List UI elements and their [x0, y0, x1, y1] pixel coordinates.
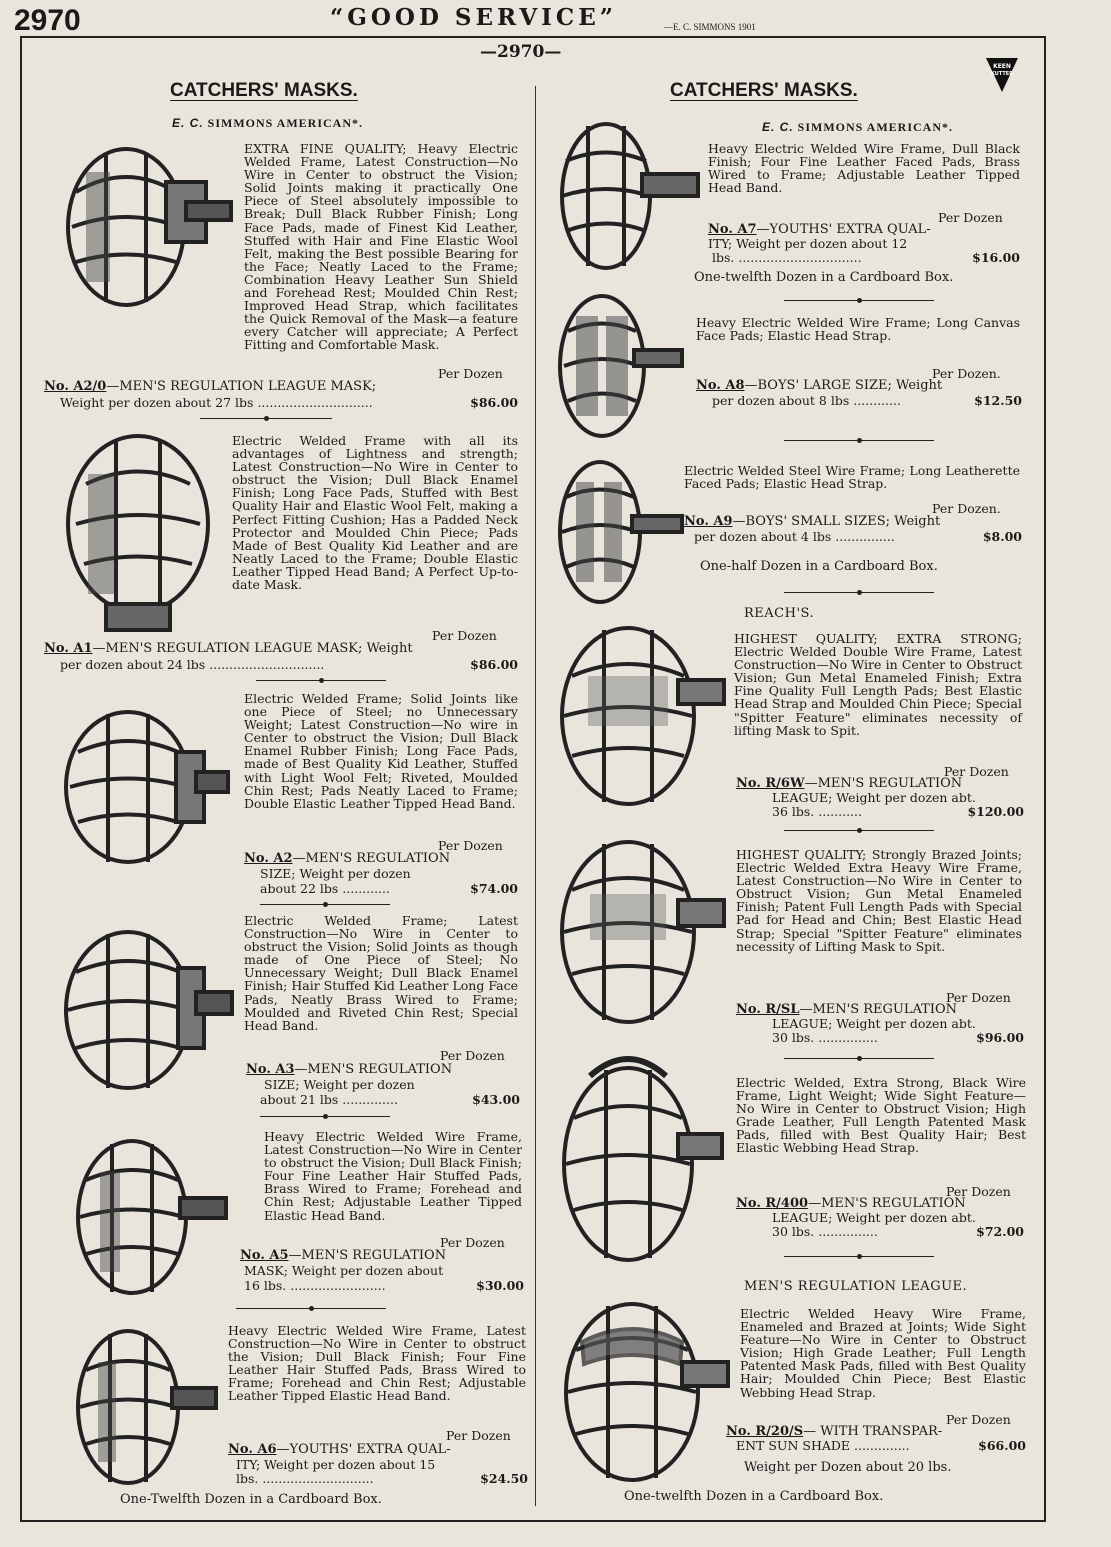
item-price: $30.00: [476, 1278, 524, 1293]
weight-r-400-line1: LEAGUE; Weight per dozen abt.: [772, 1210, 976, 1225]
desc-a3: Electric Welded Frame; Latest Construction—No Wire in Center to obstruct the Vision; Solid Joints as though made of One Piece of Steel; No Unnecessary Weight; Dull Black Enamel Finish; Hair Stuffed Kid Leather Long Face Pads, Neatly Brass Wired to Frame; Moulded and Riveted Chin Rest; Special Head Band.: [244, 913, 518, 1033]
weight-a5-line1: MASK; Weight per dozen about: [244, 1263, 444, 1278]
mask-image-a9: [546, 452, 686, 612]
item-price: $43.00: [472, 1092, 520, 1107]
weight-a6-line1: ITY; Weight per dozen about 15: [236, 1457, 436, 1472]
per-dozen-label: Per Dozen: [438, 366, 503, 381]
item-weight: about 22 lbs: [260, 881, 339, 896]
item-name: —YOUTHS' EXTRA QUAL-: [756, 222, 931, 237]
item-number: No. A8: [696, 378, 745, 393]
item-a2: [244, 852, 518, 866]
item-a3: [246, 1063, 518, 1077]
per-dozen-label: Per Dozen: [446, 1428, 511, 1443]
per-dozen-label: Per Dozen: [438, 838, 503, 853]
item-name: —BOYS' LARGE SIZE; Weight: [744, 378, 943, 393]
mask-image-a8: [546, 286, 686, 446]
desc-r-400: Electric Welded, Extra Strong, Black Wire Frame, Light Weight; Wide Sight Feature—No Wire in Center to Obstruct Vision; High Grade Leather, Full Length Patented Mask Pads, filled with Best Quality Hair; Best Elastic Webbing Head Strap.: [736, 1075, 1026, 1156]
weight-r-sl: 30 lbs. ............... $96.00: [772, 1030, 1024, 1045]
item-r-6w: [736, 777, 1022, 791]
separator: [784, 440, 934, 441]
page-number: 2970: [14, 4, 81, 37]
weight-a3-line1: SIZE; Weight per dozen: [264, 1077, 415, 1092]
item-price: $8.00: [982, 529, 1022, 544]
per-dozen-label: Per Dozen: [944, 764, 1009, 779]
desc-a9: Electric Welded Steel Wire Frame; Long Leatherette Faced Pads; Elastic Head Strap.: [684, 463, 1020, 492]
mask-image-a3: [46, 922, 236, 1098]
item-name: —MEN'S REGULATION LEAGUE MASK;: [106, 379, 377, 394]
mask-image-r-sl: [548, 830, 728, 1034]
separator: [784, 592, 934, 593]
per-dozen-label: Per Dozen: [946, 990, 1011, 1005]
item-weight: lbs.: [712, 250, 735, 265]
item-weight: 30 lbs.: [772, 1030, 815, 1045]
left-footer-note: One-Twelfth Dozen in a Cardboard Box.: [120, 1492, 382, 1507]
mask-image-r-6w: [548, 616, 728, 816]
desc-r-20-s: Electric Welded Heavy Wire Frame, Enameled and Brazed at Joints; Wide Sight Feature—No Wire in Center to Obstruct Vision; High Grade Leather; Full Length Patented Mask Pads, filled with Best Quality Hair; Moulded Chin Piece; Best Elastic Webbing Head Strap.: [740, 1306, 1026, 1400]
item-number: No. R/400: [736, 1196, 809, 1211]
league-heading: MEN'S REGULATION LEAGUE.: [744, 1279, 968, 1294]
svg-text:KUTTER: KUTTER: [990, 71, 1014, 77]
desc-a7: Heavy Electric Welded Wire Frame, Dull Black Finish; Four Fine Leather Faced Pads, Brass Wired to Frame; Adjustable Leather Tipped Head Band.: [708, 141, 1020, 196]
weight-r-sl-line1: LEAGUE; Weight per dozen abt.: [772, 1016, 976, 1031]
item-name: —YOUTHS' EXTRA QUAL-: [276, 1442, 451, 1457]
item-weight: per dozen about 24 lbs: [60, 657, 206, 672]
item-number: No. R/6W: [736, 776, 805, 791]
separator: [784, 1058, 934, 1059]
item-weight: about 21 lbs: [260, 1092, 339, 1107]
mask-image-a5: [60, 1132, 230, 1302]
mask-image-r-20-s: [552, 1288, 734, 1488]
desc-a5: Heavy Electric Welded Wire Frame, Latest Construction—No Wire in Center to obstruct the Vision; Dull Black Finish; Four Fine Leather Hair Stuffed Pads, Brass Wired to Frame; Forehead and Chin Rest; Adjustable Leather Tipped Elastic Head Band.: [264, 1129, 522, 1223]
item-weight-line1: ENT SUN SHADE: [736, 1438, 851, 1453]
per-dozen-label: Per Dozen: [946, 1412, 1011, 1427]
mask-image-a2-0: [46, 132, 236, 312]
item-weight: 30 lbs.: [772, 1224, 815, 1239]
weight-r-6w-line1: LEAGUE; Weight per dozen abt.: [772, 790, 976, 805]
separator: [260, 904, 390, 905]
item-number: No. A5: [240, 1248, 289, 1263]
item-weight: per dozen about 4 lbs: [694, 529, 832, 544]
item-a5: [240, 1249, 520, 1263]
separator: [256, 680, 386, 681]
item-price: $96.00: [976, 1030, 1024, 1045]
weight-a6: lbs. ............................ $24.50: [236, 1471, 528, 1486]
item-name: —MEN'S REGULATION: [288, 1248, 447, 1263]
mask-image-a2: [46, 702, 232, 872]
item-number: No. A7: [708, 222, 757, 237]
separator: [784, 300, 934, 301]
item-number: No. A2/0: [44, 379, 107, 394]
per-dozen-label: Per Dozen: [432, 628, 497, 643]
item-weight: lbs.: [236, 1471, 259, 1486]
item-weight: 36 lbs.: [772, 804, 815, 819]
per-dozen-label: Per Dozen.: [932, 366, 1001, 381]
mask-image-a1: [46, 424, 232, 634]
right-footer-note: One-twelfth Dozen in a Cardboard Box.: [624, 1489, 884, 1504]
item-name: —MEN'S REGULATION LEAGUE MASK; Weight: [92, 641, 413, 656]
item-price: $12.50: [974, 393, 1022, 408]
weight-a8: per dozen about 8 lbs ............ $12.50: [712, 393, 1022, 408]
right-brand: [762, 120, 953, 135]
weight-r-20-s: ENT SUN SHADE .............. $66.00: [736, 1438, 1026, 1453]
weight-a3: about 21 lbs .............. $43.00: [260, 1092, 520, 1107]
item-r-20-s: [726, 1425, 1026, 1439]
desc-a6: Heavy Electric Welded Wire Frame, Latest Construction—No Wire in Center to obstruct the Vision; Dull Black Finish; Four Fine Leather Hair Stuffed Pads, Brass Wired to Frame; Forehead and Chin Rest; Adjustable Leather Tipped Elastic Head Band.: [228, 1323, 526, 1404]
svg-text:KEEN: KEEN: [993, 63, 1011, 70]
keen-kutter-logo: [984, 54, 1020, 94]
weight-a1: per dozen about 24 lbs ............................. $86.00: [60, 657, 518, 672]
note-a9: One-half Dozen in a Cardboard Box.: [700, 559, 938, 574]
inner-page-number: —2970—: [480, 42, 562, 62]
weight-a7-line1: ITY; Weight per dozen about 12: [708, 236, 908, 251]
desc-a1: Electric Welded Frame with all its advantages of Lightness and strength; Latest Construction—No Wire in Center to obstruct the Vision; Dull Black Enamel Finish; Long Face Pads, Stuffed with Best Quality Hair and Elastic Wool Felt, making a Perfect Fitting Cushion; Has a Padded Neck Protector and Moulded Chin Piece; Pads Made of Best Quality Kid Leather and are Neatly Laced to the Frame; Double Elastic Leather Tipped Head Band; A Perfect Up-to-date Mask.: [232, 433, 518, 593]
item-name: —MEN'S REGULATION: [292, 851, 451, 866]
item-a2-0: [44, 380, 520, 394]
left-brand-prefix: E. C.: [172, 116, 204, 130]
item-a9: [684, 515, 1020, 529]
item-name: —BOYS' SMALL SIZES; Weight: [732, 514, 941, 529]
item-price: $74.00: [470, 881, 518, 896]
weight-a5: 16 lbs. ........................ $30.00: [244, 1278, 524, 1293]
item-name: —MEN'S REGULATION: [804, 776, 963, 791]
item-number: No. A9: [684, 514, 733, 529]
item-a7: [708, 223, 1020, 237]
per-dozen-label: Per Dozen.: [932, 501, 1001, 516]
item-name: — WITH TRANSPAR-: [803, 1424, 943, 1439]
item-number: No. R/20/S: [726, 1424, 804, 1439]
item-r-sl: [736, 1003, 1022, 1017]
separator: [236, 1308, 386, 1309]
column-divider: [535, 86, 536, 1506]
item-number: No. A6: [228, 1442, 277, 1457]
note-a7: One-twelfth Dozen in a Cardboard Box.: [694, 270, 954, 285]
item-price: $86.00: [470, 657, 518, 672]
weight-a7: lbs. ............................... $16.00: [712, 250, 1020, 265]
left-brand: [172, 116, 363, 131]
header-credit: —E. C. SIMMONS 1901: [664, 22, 756, 32]
item-name: —MEN'S REGULATION: [808, 1196, 966, 1211]
left-brand-name: SIMMONS AMERICAN*.: [207, 116, 364, 130]
item-number: No. A3: [246, 1062, 295, 1077]
item-name: —MEN'S REGULATION: [294, 1062, 453, 1077]
item-weight: 16 lbs.: [244, 1278, 287, 1293]
separator: [784, 830, 934, 831]
weight-a9: per dozen about 4 lbs ............... $8.00: [694, 529, 1022, 544]
item-name: —MEN'S REGULATION: [799, 1002, 958, 1017]
item-price: $86.00: [470, 395, 518, 410]
per-dozen-label: Per Dozen: [440, 1235, 505, 1250]
item-a1: [44, 642, 520, 656]
item-price: $72.00: [976, 1224, 1024, 1239]
item-r-400: [736, 1197, 1026, 1211]
item-price: $16.00: [972, 250, 1020, 265]
separator: [784, 1256, 934, 1257]
weight-a2-0: Weight per dozen about 27 lbs ............................. $86.00: [60, 395, 518, 410]
separator: [200, 418, 332, 419]
item-price: $66.00: [978, 1438, 1026, 1453]
mask-image-r-400: [550, 1046, 726, 1272]
note-r-20-s: Weight per Dozen about 20 lbs.: [744, 1460, 952, 1475]
desc-a2-0: EXTRA FINE QUALITY; Heavy Electric Welded Frame, Latest Construction—No Wire in Center to obstruct the Vision; Solid Joints making it practically One Piece of Steel absolutely impossible to Break; Dull Black Rubber Finish; Long Face Pads, made of Finest Kid Leather, Stuffed with Hair and Fine Elastic Wool Felt, making the Best possible Bearing for the Face; Neatly Laced to the Frame; Combination Heavy Leather Sun Shield and Forehead Rest; Moulded Chin Rest; Improved Head Strap, which facilitates the Quick Removal of the Mask—a feature every Catcher will appreciate; A Perfect Fitting and Comfortable Mask.: [244, 141, 518, 353]
item-a6: [228, 1443, 524, 1457]
desc-r-6w: HIGHEST QUALITY; EXTRA STRONG; Electric Welded Double Wire Frame, Latest Construction—No Wire in Center to Obstruct Vision; Gun Metal Enameled Finish; Extra Fine Quality Full Length Pads; Best Elastic Head Strap and Moulded Chin Piece; Special "Spitter Feature" eliminates necessity of lifting Mask to Spit.: [734, 631, 1022, 738]
item-a8: [696, 379, 1020, 393]
right-brand-name: SIMMONS AMERICAN*.: [797, 120, 954, 134]
desc-r-sl: HIGHEST QUALITY; Strongly Brazed Joints; Electric Welded Extra Heavy Wire Frame, Latest Construction—No Wire in Center to Obstruct Vision; Gun Metal Enameled Finish; Patent Full Length Pads with Special Pad for Head and Chin; Best Elastic Head Strap; Special "Spitter Feature" eliminates necessity of Lifting Mask to Spit.: [736, 847, 1022, 954]
separator: [260, 1116, 390, 1117]
desc-a2: Electric Welded Frame; Solid Joints like one Piece of Steel; no Unnecessary Weight; Latest Construction—No wire in Center to obstruct the Vision; Dull Black Enamel Rubber Finish; Long Face Pads, made of Best Quality Kid Leather, Stuffed with Light Wool Felt; Riveted, Moulded Chin Rest; Pads Neatly Laced to Frame; Double Elastic Leather Tipped Head Band.: [244, 691, 518, 811]
item-weight: per dozen about 8 lbs: [712, 393, 850, 408]
weight-a2-line1: SIZE; Weight per dozen: [260, 866, 411, 881]
weight-r-400: 30 lbs. ............... $72.00: [772, 1224, 1024, 1239]
mask-image-a7: [546, 116, 702, 276]
mask-image-a6: [60, 1322, 220, 1492]
item-number: No. A1: [44, 641, 93, 656]
desc-a8: Heavy Electric Welded Wire Frame; Long Canvas Face Pads; Elastic Head Strap.: [696, 315, 1020, 344]
per-dozen-label: Per Dozen: [946, 1184, 1011, 1199]
per-dozen-label: Per Dozen: [440, 1048, 505, 1063]
item-price: $120.00: [967, 804, 1024, 819]
item-number: No. A2: [244, 851, 293, 866]
header-title: “GOOD SERVICE”: [330, 4, 617, 31]
item-number: No. R/SL: [736, 1002, 800, 1017]
weight-a2: about 22 lbs ............ $74.00: [260, 881, 518, 896]
left-column-title: CATCHERS' MASKS.: [170, 80, 358, 101]
per-dozen-label: Per Dozen: [938, 210, 1003, 225]
reach-heading: REACH'S.: [744, 606, 815, 621]
right-column-title: CATCHERS' MASKS.: [670, 80, 858, 101]
weight-r-6w: 36 lbs. ........... $120.00: [772, 804, 1024, 819]
item-price: $24.50: [480, 1471, 528, 1486]
right-brand-prefix: E. C.: [762, 120, 794, 134]
item-weight: Weight per dozen about 27 lbs: [60, 395, 254, 410]
